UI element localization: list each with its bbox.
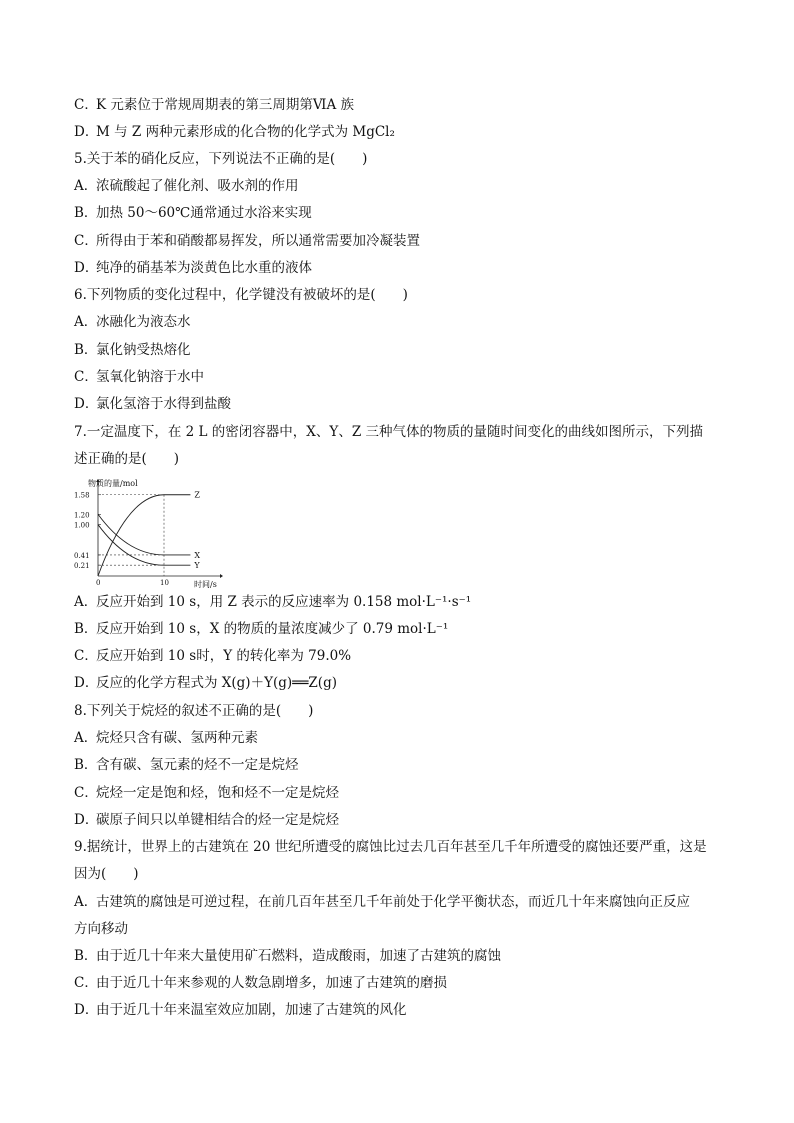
option-c-q4: C．K 元素位于常规周期表的第三周期第ⅥA 族 [74,97,354,113]
option-d-q4: D．M 与 Z 两种元素形成的化合物的化学式为 MgCl₂ [74,124,395,140]
option-a-q9-line1: A．古建筑的腐蚀是可逆过程，在前几百年甚至几千年前处于化学平衡状态，而近几十年来腐蚀向正反应 [74,894,690,910]
option-d-q5: D．纯净的硝基苯为淡黄色比水重的液体 [74,260,312,276]
option-b-q9: B．由于近几十年来大量使用矿石燃料，造成酸雨，加速了古建筑的腐蚀 [74,948,501,964]
option-c-q8: C．烷烃一定是饱和烃，饱和烃不一定是烷烃 [74,785,339,801]
series-line-x [98,514,190,555]
option-d-q9: D．由于近几十年来温室效应加剧，加速了古建筑的风化 [74,1002,407,1018]
option-b-q8: B．含有碳、氢元素的烃不一定是烷烃 [74,757,299,773]
option-a-q5: A．浓硫酸起了催化剂、吸水剂的作用 [74,178,299,194]
question-6: 6.下列物质的变化过程中，化学键没有被破坏的是( ) [74,287,408,303]
series-line-z [98,495,190,576]
option-c-q5: C．所得由于苯和硝酸都易挥发，所以通常需要加冷凝装置 [74,233,420,249]
y-tick-label: 1.58 [74,491,90,500]
x-tick-label: 10 [160,579,169,587]
question-9-line2: 因为( ) [74,866,139,882]
series-label-z: Z [194,490,200,500]
question-8: 8.下列关于烷烃的叙述不正确的是( ) [74,703,314,719]
y-tick-label: 0.21 [74,562,90,571]
option-d-q8: D．碳原子间只以单键相结合的烃一定是烷烃 [74,812,339,828]
x-axis-arrow [220,574,223,578]
option-a-q8: A．烷烃只含有碳、氢两种元素 [74,730,258,746]
amount-vs-time-chart [72,476,232,588]
question-7-line2: 述正确的是( ) [74,451,180,467]
option-c-q6: C．氢氧化钠溶于水中 [74,369,204,385]
option-a-q9-line2: 方向移动 [74,921,128,937]
option-a-q7: A．反应开始到 10 s，用 Z 表示的反应速率为 0.158 mol·L⁻¹·s⁻¹ [74,594,472,610]
option-a-q6: A．冰融化为液态水 [74,314,191,330]
question-9-line1: 9.据统计，世界上的古建筑在 20 世纪所遭受的腐蚀比过去几百年甚至几千年所遭受的腐蚀还要严重，这是 [74,839,707,855]
option-d-q6: D．氯化氢溶于水得到盐酸 [74,396,231,412]
series-label-y: Y [194,561,200,571]
option-b-q5: B．加热 50～60℃通常通过水浴来实现 [74,205,312,221]
option-c-q9: C．由于近几十年来参观的人数急剧增多，加速了古建筑的磨损 [74,975,447,991]
y-axis-label: 物质的量/mol [88,479,138,488]
y-tick-label: 0.41 [74,551,90,560]
series-label-x: X [194,550,201,560]
y-tick-label: 1.00 [74,521,90,530]
option-b-q6: B．氯化钠受热熔化 [74,342,191,358]
option-c-q7: C．反应开始到 10 s时，Y 的转化率为 79.0% [74,648,352,664]
x-tick-label: 0 [96,579,101,587]
option-b-q7: B．反应开始到 10 s，X 的物质的量浓度减少了 0.79 mol·L⁻¹ [74,621,449,637]
question-7-line1: 7.一定温度下，在 2 L 的密闭容器中，X、Y、Z 三种气体的物质的量随时间变化的曲线如图所示，下列描 [74,424,704,440]
option-d-q7: D．反应的化学方程式为 X(g)＋Y(g)══Z(g) [74,675,337,691]
x-axis-label: 时间/s [194,580,217,588]
y-tick-label: 1.20 [74,511,90,520]
question-5: 5.关于苯的硝化反应，下列说法不正确的是( ) [74,151,368,167]
